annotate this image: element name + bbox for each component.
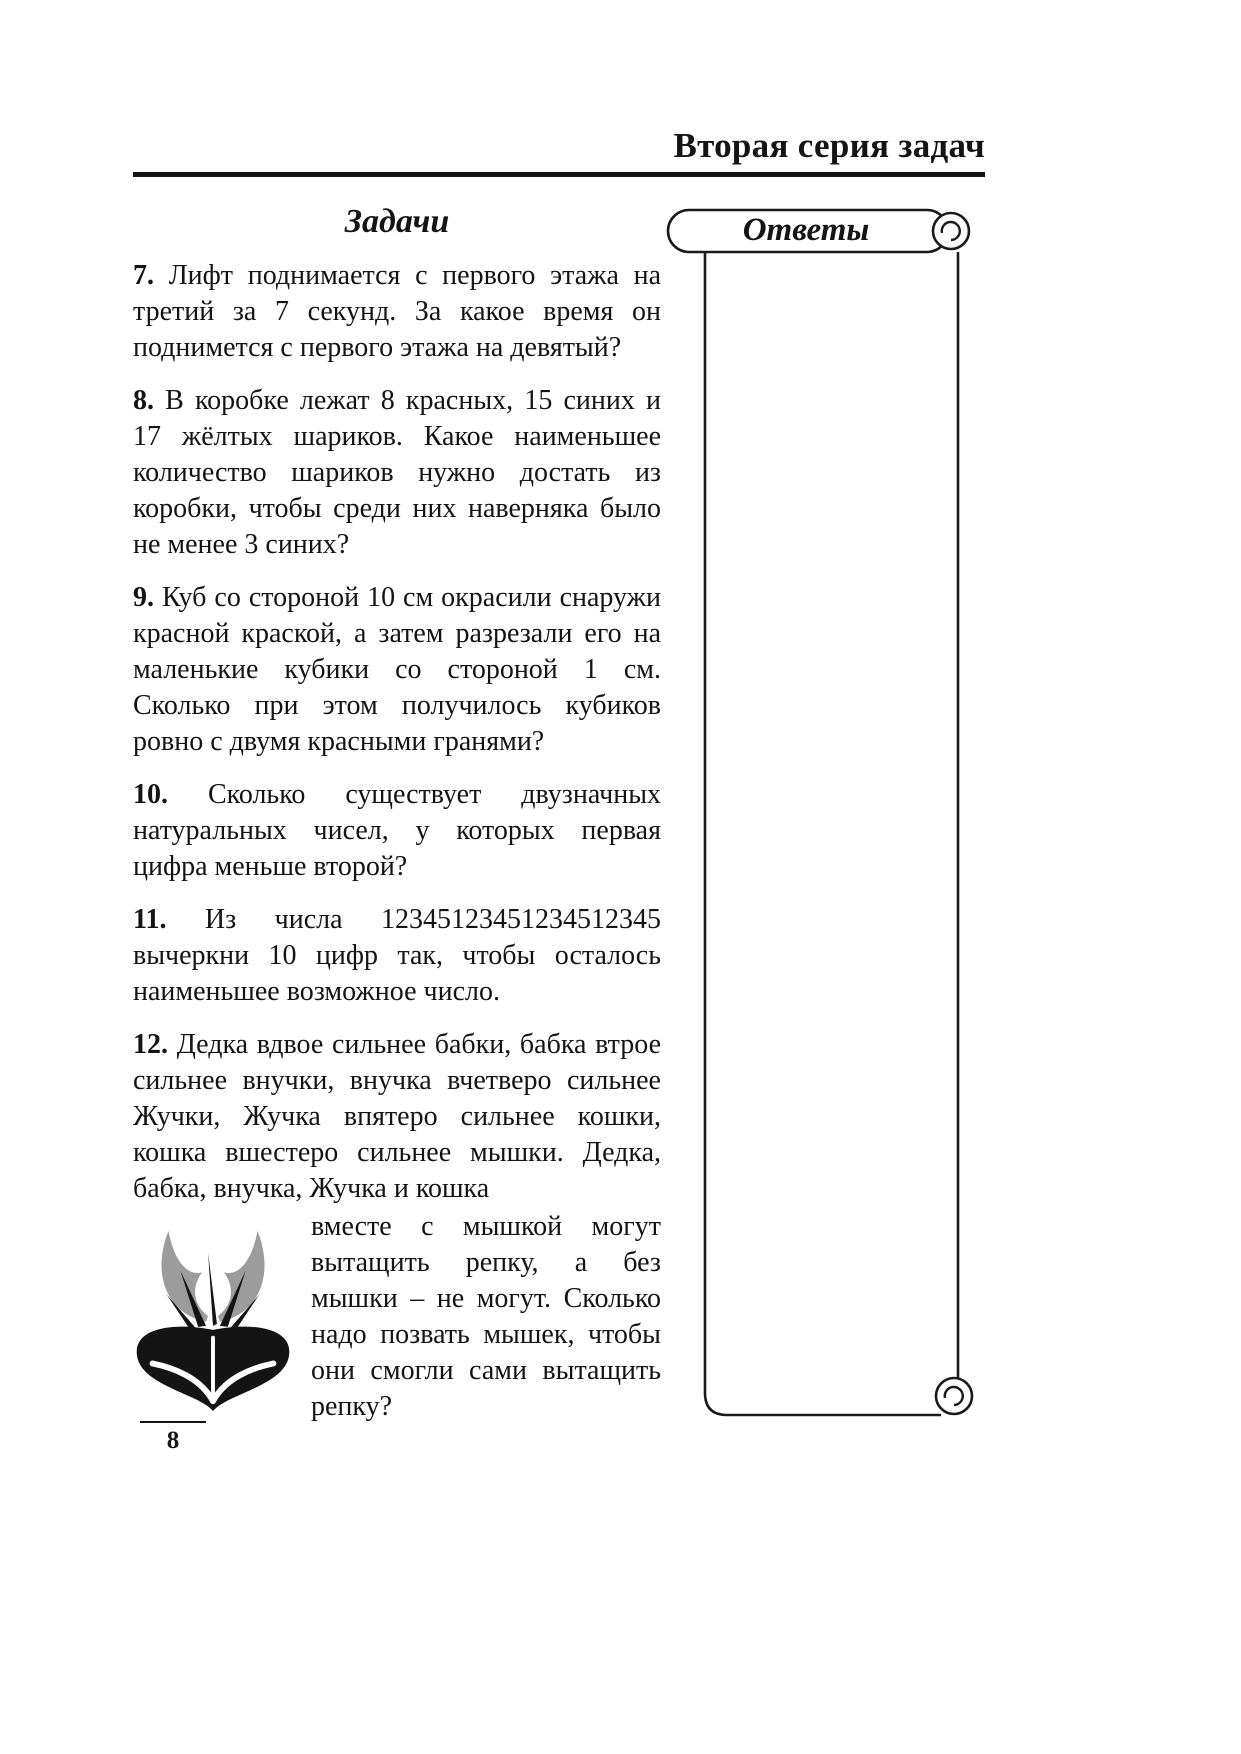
answers-column-title: Ответы [742,212,870,248]
answers-scroll-icon [655,203,1005,1438]
problem-11 [133,902,661,1010]
tasks-column [133,258,661,1442]
problem-12 [133,1027,661,1207]
problem-10 [133,777,661,885]
series-title: Вторая серия задач [673,126,985,165]
problem-number: 7. [133,260,154,291]
problem-text: Дедка вдвое сильнее бабки, бабка втрое сильнее внучки, внучка вчетверо сильнее Жучки, Жучка впятеро сильнее кошки, кошка вшестеро сильнее мышки. Дедка, бабка, внучка, Жучка и кошка [133,1029,662,1204]
problem-text: В коробке лежат 8 красных, 15 синих и 17 жёлтых шариков. Какое наименьшее количество шариков нужно достать из коробки, чтобы среди них наверняка было не менее 3 синих? [133,385,661,560]
turnip-icon [127,1215,299,1413]
problem-9 [133,580,661,760]
problem-number: 8. [133,385,154,416]
problem-text: Лифт поднимается с первого этажа на третий за 7 секунд. За какое время он поднимется с первого этажа на девятый? [133,260,661,363]
problem-number: 12. [133,1029,168,1060]
problem-8 [133,383,661,563]
problem-text: Куб со стороной 10 см окрасили снаружи красной краской, а затем разрезали его на маленькие кубики со стороной 1 см. Сколько при этом получилось кубиков ровно с двумя красными гранями? [133,582,661,757]
problem-7 [133,258,661,366]
problem-number: 10. [133,779,168,810]
problem-number: 9. [133,582,154,613]
footer-rule [140,1421,206,1423]
header-rule [133,172,985,177]
problem-number: 11. [133,904,167,935]
problem-text: Из числа 12345123451234512345 вычеркни 10 цифр так, чтобы осталось наименьшее возможное число. [133,904,661,1007]
problem-12-continued [133,1209,661,1442]
problem-text: Сколько существует двузначных натуральных чисел, у которых первая цифра меньше второй? [133,779,662,882]
problem-text-wrapped: вместе с мышкой могут вытащить репку, а без мышки – не могут. Сколько надо позвать мышек, чтобы они смогли сами вытащить репку? [311,1211,661,1422]
tasks-column-title: Задачи [344,203,450,240]
page-number: 8 [166,1427,180,1454]
